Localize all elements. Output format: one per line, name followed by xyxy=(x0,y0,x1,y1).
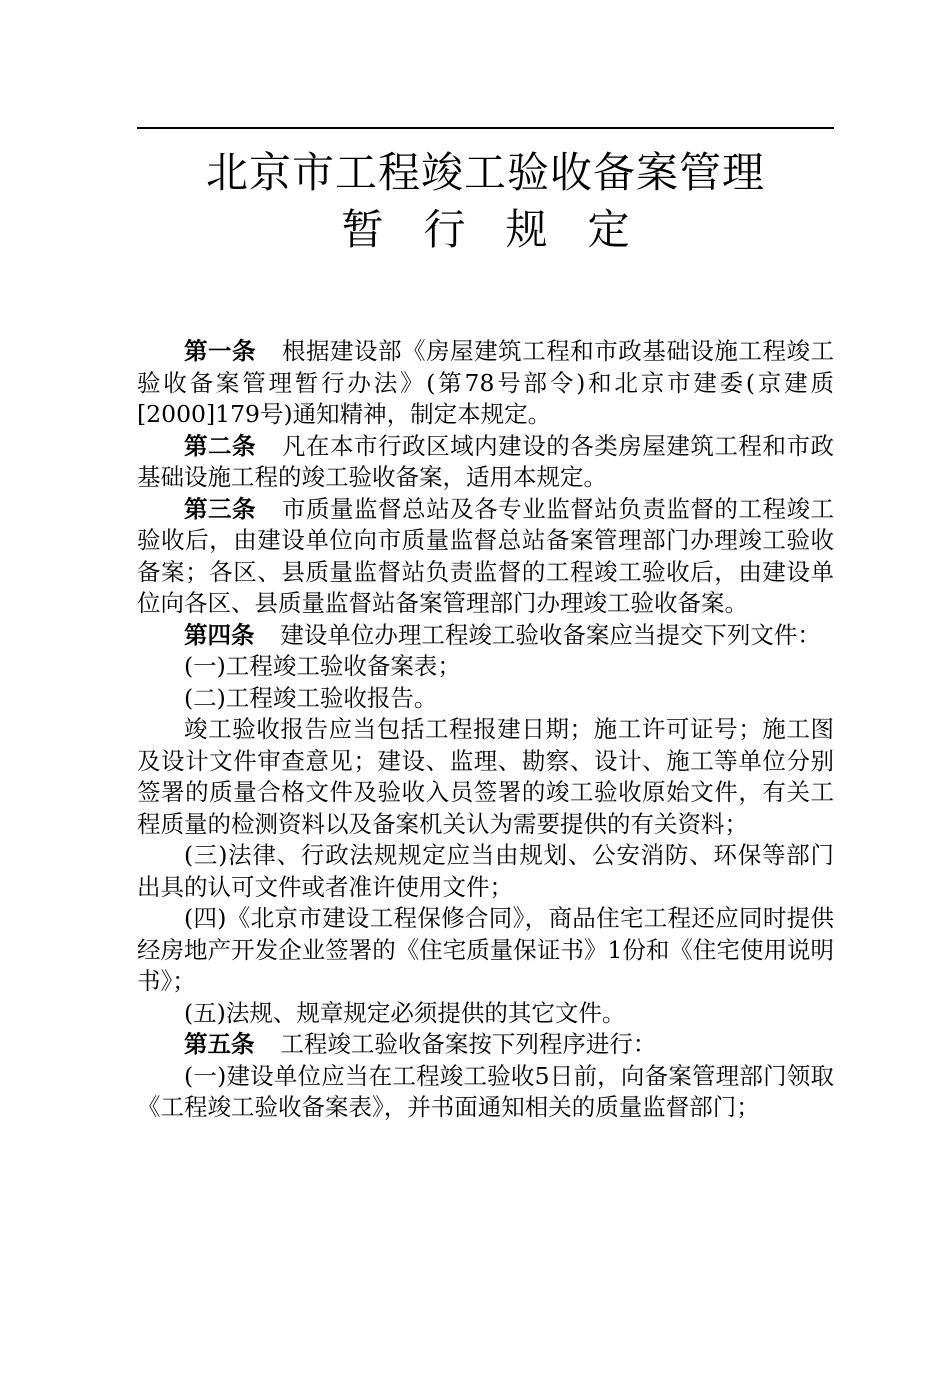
paragraph-article-1 xyxy=(137,336,834,431)
article-heading: 第一条 xyxy=(184,337,257,365)
paragraph-text: (一)工程竣工验收备案表； xyxy=(184,652,461,680)
list-item xyxy=(137,651,834,683)
title-line-1: 北京市工程竣工验收备案管理 xyxy=(205,148,765,197)
paragraph-text: 凡在本市行政区域内建设的各类房屋建筑工程和市政基础设施工程的竣工验收备案，适用本规定。 xyxy=(137,431,835,491)
article-heading: 第二条 xyxy=(184,431,257,460)
paragraph-article-3 xyxy=(137,494,834,620)
paragraph-text: 市质量监督总站及各专业监督站负责监督的工程竣工验收后，由建设单位向市质量监督总站备案管理部门办理竣工验收备案；各区、县质量监督站负责监督的工程竣工验收后，由建设单位向各区、县质量监督站备案管理部门办理竣工验收备案。 xyxy=(137,494,835,617)
list-item xyxy=(137,840,834,903)
document-title xyxy=(137,143,834,257)
paragraph-text: 根据建设部《房屋建筑工程和市政基础设施工程竣工验收备案管理暂行办法》(第78号部令)和北京市建委(京建质[2000]179号)通知精神，制定本规定。 xyxy=(137,337,835,428)
paragraph-text: 工程竣工验收备案按下列程序进行： xyxy=(280,1030,657,1058)
paragraph-text: 建设单位办理工程竣工验收备案应当提交下列文件： xyxy=(280,620,821,649)
paragraph-article-2 xyxy=(137,431,834,494)
paragraph-text: (三)法律、行政法规规定应当由规划、公安消防、环保等部门出具的认可文件或者准许使用文件； xyxy=(137,841,834,901)
paragraph-text: (二)工程竣工验收报告。 xyxy=(184,683,438,712)
list-item xyxy=(137,683,834,715)
paragraph-article-5 xyxy=(137,1029,834,1061)
list-item xyxy=(137,714,834,840)
document-body xyxy=(137,336,834,1124)
paragraph-article-4 xyxy=(137,620,834,652)
list-item xyxy=(137,903,834,998)
paragraph-text: 竣工验收报告应当包括工程报建日期；施工许可证号；施工图及设计文件审查意见；建设、监理、勘察、设计、施工等单位分别签署的质量合格文件及验收入员签署的竣工验收原始文件，有关工程质量的检测资料以及备案机关认为需要提供的有关资料； xyxy=(137,715,834,838)
list-item xyxy=(137,998,834,1030)
article-heading: 第五条 xyxy=(184,1030,255,1058)
article-heading: 第三条 xyxy=(184,494,257,523)
paragraph-text: (四)《北京市建设工程保修合同》，商品住宅工程还应同时提供经房地产开发企业签署的《住宅质量保证书》1份和《住宅使用说明书》； xyxy=(137,904,834,995)
article-heading: 第四条 xyxy=(184,620,255,649)
title-line-2: 暂行规定 xyxy=(341,205,670,254)
list-item xyxy=(137,1061,834,1124)
top-rule xyxy=(137,127,834,129)
paragraph-text: (五)法规、规章规定必须提供的其它文件。 xyxy=(184,998,626,1027)
paragraph-text: (一)建设单位应当在工程竣工验收5日前，向备案管理部门领取《工程竣工验收备案表》，并书面通知相关的质量监督部门； xyxy=(137,1061,834,1121)
